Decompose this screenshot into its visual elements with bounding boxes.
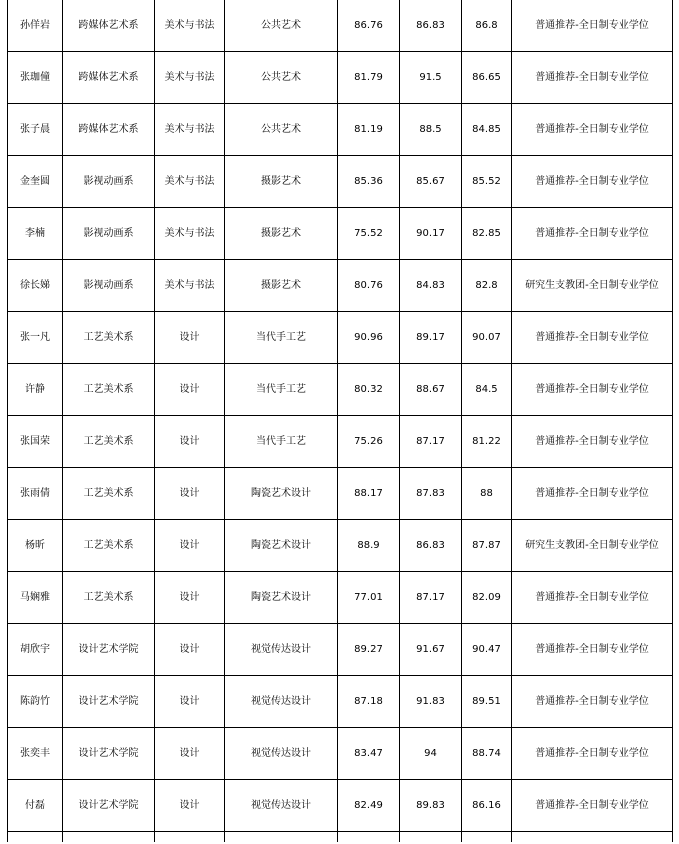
empty-cell xyxy=(462,832,512,843)
admission-type-cell: 普通推荐-全日制专业学位 xyxy=(512,572,673,624)
department-cell: 影视动画系 xyxy=(63,260,155,312)
admission-type-cell: 普通推荐-全日制专业学位 xyxy=(512,780,673,832)
score-one-cell: 80.32 xyxy=(338,364,400,416)
score-one-cell: 88.17 xyxy=(338,468,400,520)
department-cell: 工艺美术系 xyxy=(63,364,155,416)
score-one-cell: 88.9 xyxy=(338,520,400,572)
admission-type-cell: 研究生支教团-全日制专业学位 xyxy=(512,520,673,572)
table-row xyxy=(8,416,673,468)
student-name-cell: 马娴雅 xyxy=(8,572,63,624)
research-field-cell: 当代手工艺 xyxy=(225,416,338,468)
admission-type-cell: 普通推荐-全日制专业学位 xyxy=(512,156,673,208)
score-two-cell: 88.5 xyxy=(400,104,462,156)
department-cell: 设计艺术学院 xyxy=(63,624,155,676)
score-one-cell: 85.36 xyxy=(338,156,400,208)
empty-cell xyxy=(63,832,155,843)
major-cell: 设计 xyxy=(155,364,225,416)
total-score-cell: 88 xyxy=(462,468,512,520)
department-cell: 工艺美术系 xyxy=(63,572,155,624)
student-name-cell: 杨昕 xyxy=(8,520,63,572)
total-score-cell: 85.52 xyxy=(462,156,512,208)
major-cell: 设计 xyxy=(155,312,225,364)
score-two-cell: 91.67 xyxy=(400,624,462,676)
table-row xyxy=(8,780,673,832)
score-two-cell: 86.83 xyxy=(400,0,462,52)
total-score-cell: 82.85 xyxy=(462,208,512,260)
research-field-cell: 视觉传达设计 xyxy=(225,728,338,780)
department-cell: 设计艺术学院 xyxy=(63,780,155,832)
research-field-cell: 当代手工艺 xyxy=(225,364,338,416)
major-cell: 设计 xyxy=(155,780,225,832)
total-score-cell: 84.5 xyxy=(462,364,512,416)
student-name-cell: 胡欣宇 xyxy=(8,624,63,676)
admission-type-cell: 普通推荐-全日制专业学位 xyxy=(512,104,673,156)
score-two-cell: 87.17 xyxy=(400,416,462,468)
total-score-cell: 88.74 xyxy=(462,728,512,780)
empty-cell xyxy=(400,832,462,843)
student-name-cell: 张奕丰 xyxy=(8,728,63,780)
score-one-cell: 77.01 xyxy=(338,572,400,624)
score-two-cell: 87.83 xyxy=(400,468,462,520)
table-row xyxy=(8,260,673,312)
table-row xyxy=(8,156,673,208)
research-field-cell: 公共艺术 xyxy=(225,104,338,156)
score-two-cell: 88.67 xyxy=(400,364,462,416)
admission-type-cell: 普通推荐-全日制专业学位 xyxy=(512,676,673,728)
score-one-cell: 86.76 xyxy=(338,0,400,52)
student-name-cell: 张国荣 xyxy=(8,416,63,468)
score-two-cell: 86.83 xyxy=(400,520,462,572)
research-field-cell: 陶瓷艺术设计 xyxy=(225,572,338,624)
table-row xyxy=(8,208,673,260)
empty-cell xyxy=(338,832,400,843)
major-cell: 设计 xyxy=(155,728,225,780)
score-one-cell: 80.76 xyxy=(338,260,400,312)
department-cell: 影视动画系 xyxy=(63,208,155,260)
department-cell: 影视动画系 xyxy=(63,156,155,208)
admission-type-cell: 普通推荐-全日制专业学位 xyxy=(512,312,673,364)
major-cell: 设计 xyxy=(155,520,225,572)
score-two-cell: 91.5 xyxy=(400,52,462,104)
research-field-cell: 公共艺术 xyxy=(225,0,338,52)
score-two-cell: 89.17 xyxy=(400,312,462,364)
major-cell: 设计 xyxy=(155,572,225,624)
major-cell: 美术与书法 xyxy=(155,104,225,156)
score-one-cell: 81.19 xyxy=(338,104,400,156)
student-name-cell: 张一凡 xyxy=(8,312,63,364)
student-name-cell: 许静 xyxy=(8,364,63,416)
score-one-cell: 75.52 xyxy=(338,208,400,260)
table-row xyxy=(8,364,673,416)
empty-cell xyxy=(8,832,63,843)
research-field-cell: 摄影艺术 xyxy=(225,260,338,312)
student-name-cell: 张雨倩 xyxy=(8,468,63,520)
table-row xyxy=(8,520,673,572)
total-score-cell: 82.09 xyxy=(462,572,512,624)
admission-type-cell: 普通推荐-全日制专业学位 xyxy=(512,416,673,468)
score-one-cell: 75.26 xyxy=(338,416,400,468)
research-field-cell: 摄影艺术 xyxy=(225,156,338,208)
major-cell: 设计 xyxy=(155,676,225,728)
research-field-cell: 陶瓷艺术设计 xyxy=(225,468,338,520)
table-row xyxy=(8,104,673,156)
empty-cell xyxy=(225,832,338,843)
score-two-cell: 89.83 xyxy=(400,780,462,832)
total-score-cell: 86.65 xyxy=(462,52,512,104)
score-one-cell: 89.27 xyxy=(338,624,400,676)
department-cell: 跨媒体艺术系 xyxy=(63,104,155,156)
department-cell: 设计艺术学院 xyxy=(63,676,155,728)
department-cell: 跨媒体艺术系 xyxy=(63,52,155,104)
research-field-cell: 摄影艺术 xyxy=(225,208,338,260)
major-cell: 美术与书法 xyxy=(155,0,225,52)
major-cell: 美术与书法 xyxy=(155,52,225,104)
total-score-cell: 82.8 xyxy=(462,260,512,312)
research-field-cell: 当代手工艺 xyxy=(225,312,338,364)
major-cell: 美术与书法 xyxy=(155,208,225,260)
department-cell: 工艺美术系 xyxy=(63,312,155,364)
total-score-cell: 87.87 xyxy=(462,520,512,572)
research-field-cell: 陶瓷艺术设计 xyxy=(225,520,338,572)
total-score-cell: 90.07 xyxy=(462,312,512,364)
major-cell: 设计 xyxy=(155,416,225,468)
student-name-cell: 孙佯岩 xyxy=(8,0,63,52)
score-one-cell: 90.96 xyxy=(338,312,400,364)
admission-type-cell: 普通推荐-全日制专业学位 xyxy=(512,468,673,520)
major-cell: 设计 xyxy=(155,624,225,676)
department-cell: 设计艺术学院 xyxy=(63,728,155,780)
department-cell: 工艺美术系 xyxy=(63,416,155,468)
admission-type-cell: 普通推荐-全日制专业学位 xyxy=(512,208,673,260)
score-two-cell: 84.83 xyxy=(400,260,462,312)
score-one-cell: 81.79 xyxy=(338,52,400,104)
table-row xyxy=(8,728,673,780)
student-name-cell: 陈韵竹 xyxy=(8,676,63,728)
total-score-cell: 84.85 xyxy=(462,104,512,156)
student-name-cell: 徐长娣 xyxy=(8,260,63,312)
total-score-cell: 86.8 xyxy=(462,0,512,52)
score-two-cell: 87.17 xyxy=(400,572,462,624)
table-row xyxy=(8,624,673,676)
major-cell: 美术与书法 xyxy=(155,156,225,208)
research-field-cell: 视觉传达设计 xyxy=(225,780,338,832)
admission-type-cell: 普通推荐-全日制专业学位 xyxy=(512,0,673,52)
major-cell: 设计 xyxy=(155,468,225,520)
admission-type-cell: 普通推荐-全日制专业学位 xyxy=(512,624,673,676)
admission-type-cell: 普通推荐-全日制专业学位 xyxy=(512,364,673,416)
department-cell: 工艺美术系 xyxy=(63,520,155,572)
table-row xyxy=(8,312,673,364)
table-row xyxy=(8,572,673,624)
research-field-cell: 公共艺术 xyxy=(225,52,338,104)
research-field-cell: 视觉传达设计 xyxy=(225,676,338,728)
student-name-cell: 金奎圆 xyxy=(8,156,63,208)
score-one-cell: 83.47 xyxy=(338,728,400,780)
score-one-cell: 82.49 xyxy=(338,780,400,832)
score-two-cell: 90.17 xyxy=(400,208,462,260)
empty-cell xyxy=(155,832,225,843)
table-body xyxy=(8,0,673,842)
admission-table xyxy=(7,0,673,842)
admission-type-cell: 普通推荐-全日制专业学位 xyxy=(512,52,673,104)
table-row-partial xyxy=(8,832,673,843)
table-row xyxy=(8,468,673,520)
score-one-cell: 87.18 xyxy=(338,676,400,728)
empty-cell xyxy=(512,832,673,843)
total-score-cell: 86.16 xyxy=(462,780,512,832)
score-two-cell: 85.67 xyxy=(400,156,462,208)
student-name-cell: 付磊 xyxy=(8,780,63,832)
score-two-cell: 91.83 xyxy=(400,676,462,728)
total-score-cell: 89.51 xyxy=(462,676,512,728)
total-score-cell: 90.47 xyxy=(462,624,512,676)
department-cell: 跨媒体艺术系 xyxy=(63,0,155,52)
admission-type-cell: 研究生支教团-全日制专业学位 xyxy=(512,260,673,312)
table-row xyxy=(8,676,673,728)
student-name-cell: 李楠 xyxy=(8,208,63,260)
student-name-cell: 张珈僮 xyxy=(8,52,63,104)
major-cell: 美术与书法 xyxy=(155,260,225,312)
department-cell: 工艺美术系 xyxy=(63,468,155,520)
score-two-cell: 94 xyxy=(400,728,462,780)
total-score-cell: 81.22 xyxy=(462,416,512,468)
research-field-cell: 视觉传达设计 xyxy=(225,624,338,676)
table-row xyxy=(8,52,673,104)
admission-type-cell: 普通推荐-全日制专业学位 xyxy=(512,728,673,780)
table-row xyxy=(8,0,673,52)
student-name-cell: 张子晨 xyxy=(8,104,63,156)
